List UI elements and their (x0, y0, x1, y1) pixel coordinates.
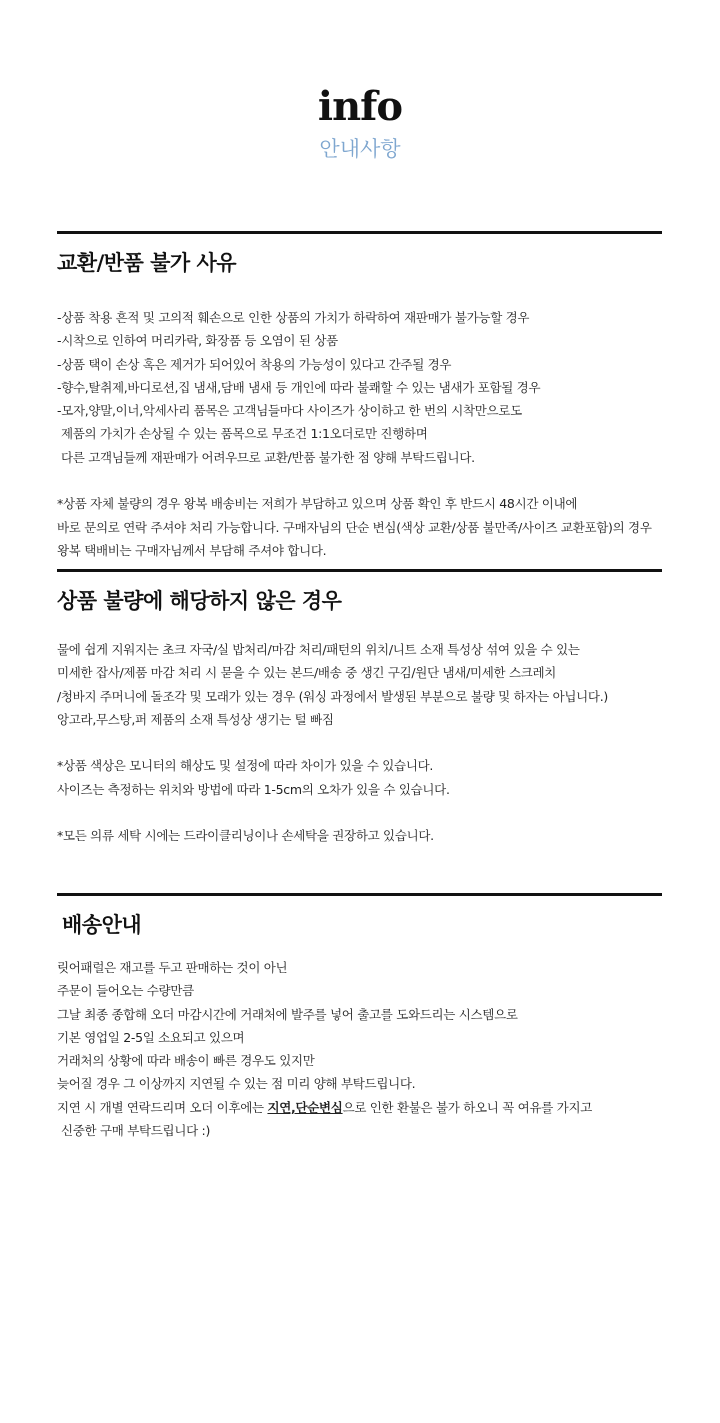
text-segment: 지연 시 개별 연락드리며 오더 이후에는 (57, 1099, 268, 1115)
list-item: 그날 최종 종합해 오더 마감시간에 거래처에 발주를 넣어 출고를 도와드리는 시스템으로 (57, 1006, 518, 1022)
section-divider (57, 893, 662, 896)
header-title: info (317, 83, 403, 130)
emphasis-text: 지연,단순변심 (267, 1099, 343, 1115)
list-item: 제품의 가치가 손상될 수 있는 품목으로 무조건 1:1오더로만 진행하며 (61, 426, 428, 442)
list-item: 릿어패럴은 재고를 두고 판매하는 것이 아닌 (57, 960, 288, 975)
list-item (57, 1096, 677, 1119)
section-divider (57, 231, 662, 234)
list-item: 기본 영업일 2-5일 소요되고 있으며 (57, 1029, 245, 1045)
list-item: /청바지 주머니에 돌조각 및 모래가 있는 경우 (워싱 과정에서 발생된 부분으로 불량 및 하자는 아닙니다.) (57, 688, 608, 704)
note-line: *상품 색상은 모니터의 해상도 및 설정에 따라 차이가 있을 수 있습니다. (57, 758, 434, 774)
list-item: 늦어질 경우 그 이상까지 지연될 수 있는 점 미리 양해 부탁드립니다. (57, 1076, 416, 1092)
text-segment: 으로 인한 환불은 불가 하오니 꼭 여유를 가지고 (342, 1099, 593, 1115)
list-item: 물에 쉽게 지워지는 초크 자국/실 밥처리/마감 처리/패턴의 위치/니트 소재 특성상 섞여 있을 수 있는 (57, 642, 580, 657)
spacer (57, 731, 677, 754)
list-item: -시착으로 인하여 머리카락, 화장품 등 오염이 된 상품 (57, 333, 338, 349)
list-item: -상품 택이 손상 혹은 제거가 되어있어 착용의 가능성이 있다고 간주될 경우 (57, 356, 452, 372)
note-line: *상품 자체 불량의 경우 왕복 배송비는 저희가 부담하고 있으며 상품 확인 후 반드시 48시간 이내에 (57, 496, 578, 512)
header-subtitle: 안내사항 (319, 137, 401, 161)
list-item: -향수,탈취제,바디로션,집 냄새,담배 냄새 등 개인에 따라 불쾌할 수 있는 냄새가 포함될 경우 (57, 379, 541, 395)
no-exchange-reasons-list (57, 306, 677, 562)
section-title-no-exchange: 교환/반품 불가 사유 (57, 251, 237, 275)
list-item: 신중한 구매 부탁드립니다 :) (61, 1123, 211, 1139)
spacer (57, 469, 677, 492)
list-item: 앙고라,무스탕,퍼 제품의 소재 특성상 생기는 털 빠짐 (57, 711, 334, 727)
note-line: 바로 문의로 연락 주셔야 처리 가능합니다. 구매자님의 단순 변심(색상 교환/상품 불만족/사이즈 교환포함)의 경우 (57, 519, 652, 535)
list-item: -모자,양말,이너,악세사리 품목은 고객님들마다 사이즈가 상이하고 한 번의 시착만으로도 (57, 403, 522, 419)
note-line: 왕복 택배비는 구매자님께서 부담해 주셔야 합니다. (57, 542, 327, 558)
shipping-info-list (57, 956, 677, 1142)
section-divider (57, 569, 662, 572)
list-item: 거래처의 상황에 따라 배송이 빠른 경우도 있지만 (57, 1053, 315, 1069)
list-item: 다른 고객님들께 재판매가 어려우므로 교환/반품 불가한 점 양해 부탁드립니다. (61, 449, 475, 465)
note-line: *모든 의류 세탁 시에는 드라이클리닝이나 손세탁을 권장하고 있습니다. (57, 828, 434, 844)
note-line: 사이즈는 측정하는 위치와 방법에 따라 1-5cm의 오차가 있을 수 있습니다. (57, 781, 450, 797)
list-item: -상품 착용 흔적 및 고의적 훼손으로 인한 상품의 가치가 하락하여 재판매가 불가능할 경우 (57, 310, 530, 325)
section-title-shipping: 배송안내 (62, 913, 142, 937)
section-title-not-defective: 상품 불량에 해당하지 않은 경우 (57, 589, 342, 613)
list-item: 미세한 잡사/제품 마감 처리 시 묻을 수 있는 본드/배송 중 생긴 구김/원단 냄새/미세한 스크레치 (57, 665, 557, 681)
not-defective-list (57, 638, 677, 848)
list-item: 주문이 들어오는 수량만큼 (57, 983, 194, 999)
spacer (57, 801, 677, 824)
